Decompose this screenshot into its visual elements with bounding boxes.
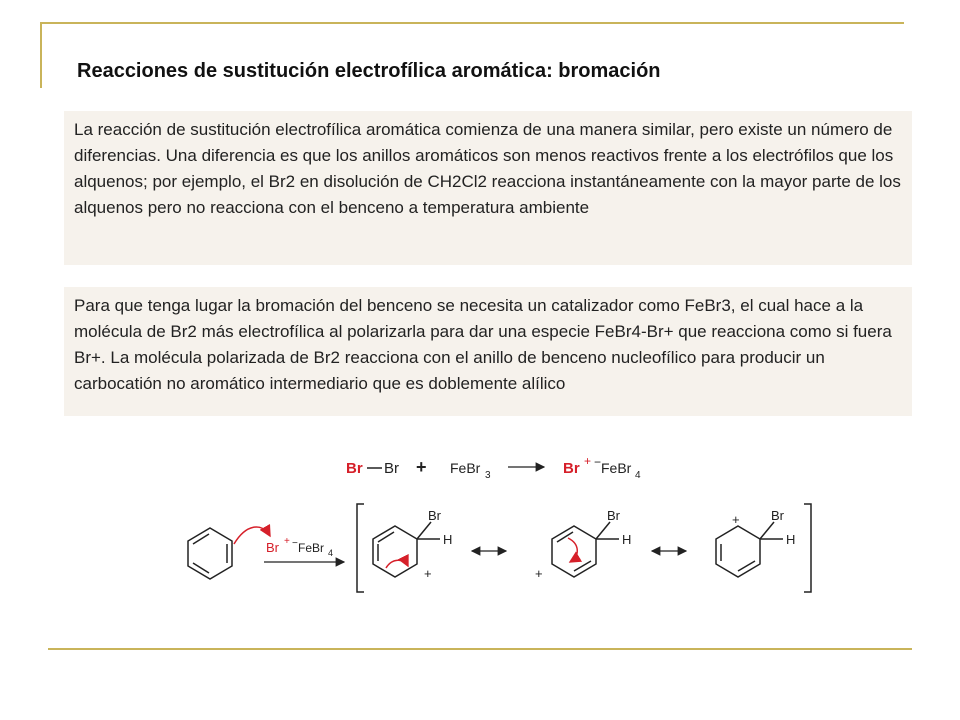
- slide-title: Reacciones de sustitución electrofílica aromática: bromación: [77, 60, 661, 82]
- subscript-4: 4: [635, 470, 641, 481]
- plus-charge: +: [732, 512, 740, 527]
- bromine-label: Br: [428, 508, 441, 523]
- febr-label: FeBr: [450, 460, 481, 476]
- febr-label: FeBr: [298, 541, 325, 555]
- paragraph-2-text: Para que tenga lugar la bromación del benceno se necesita un catalizador como FeBr3, el cual hace a la molécula de Br2 más electrofílica al polarizarla para dar una especie FeBr4-Br+ que reacciona como si fuera Br+. La molécula polarizada de Br2 reacciona con el anillo de benceno nucleofílico para producir un carbocatión no aromático intermediario que es doblemente alílico: [74, 296, 892, 393]
- bromine-label: Br: [771, 508, 784, 523]
- left-bracket: [357, 504, 364, 592]
- benzene-ring: [188, 528, 232, 579]
- bromine-label: Br: [384, 460, 399, 477]
- catalyst-activation-equation: [346, 454, 641, 481]
- bromine-label: Br: [266, 540, 279, 555]
- top-rule: [40, 22, 904, 24]
- electron-flow-arrow: [234, 527, 270, 544]
- bottom-rule: [48, 648, 912, 650]
- arenium-resonance-1: [373, 508, 452, 581]
- paragraph-1-text: La reacción de sustitución electrofílica aromática comienza de una manera similar, pero existe un número de diferencias. Una diferencia es que los anillos aromáticos son menos reactivos frente a los electrófilos que los alquenos; por ejemplo, el Br2 en disolución de CH2Cl2 reacciona instantáneamente con la mayor parte de los alquenos pero no reacciona con el benceno a temperatura ambiente: [74, 120, 901, 217]
- plus-charge: +: [584, 454, 592, 468]
- subscript-3: 3: [485, 470, 491, 481]
- hydrogen-label: H: [786, 532, 796, 547]
- electron-flow-arrow: [568, 538, 577, 562]
- plus-charge: +: [284, 536, 290, 547]
- subscript-4: 4: [328, 548, 334, 558]
- electron-flow-arrow: [386, 560, 408, 568]
- plus-sign: +: [416, 457, 427, 477]
- febr-label: FeBr: [601, 460, 632, 476]
- hydrogen-label: H: [443, 532, 453, 547]
- minus-charge: −: [594, 455, 602, 469]
- bromine-label: Br: [346, 460, 363, 477]
- paragraph-box-2: [64, 287, 912, 416]
- left-rule: [40, 22, 42, 88]
- right-bracket: [804, 504, 811, 592]
- bromine-label: Br: [607, 508, 620, 523]
- hydrogen-label: H: [622, 532, 632, 547]
- plus-charge: +: [535, 566, 543, 581]
- plus-charge: +: [424, 566, 432, 581]
- bromination-reaction-scheme: [160, 440, 820, 600]
- bromine-label: Br: [563, 460, 580, 477]
- arenium-resonance-3: [716, 508, 795, 577]
- minus-charge: −: [292, 538, 298, 549]
- arenium-resonance-2: [535, 508, 631, 581]
- paragraph-box-1: [64, 111, 912, 265]
